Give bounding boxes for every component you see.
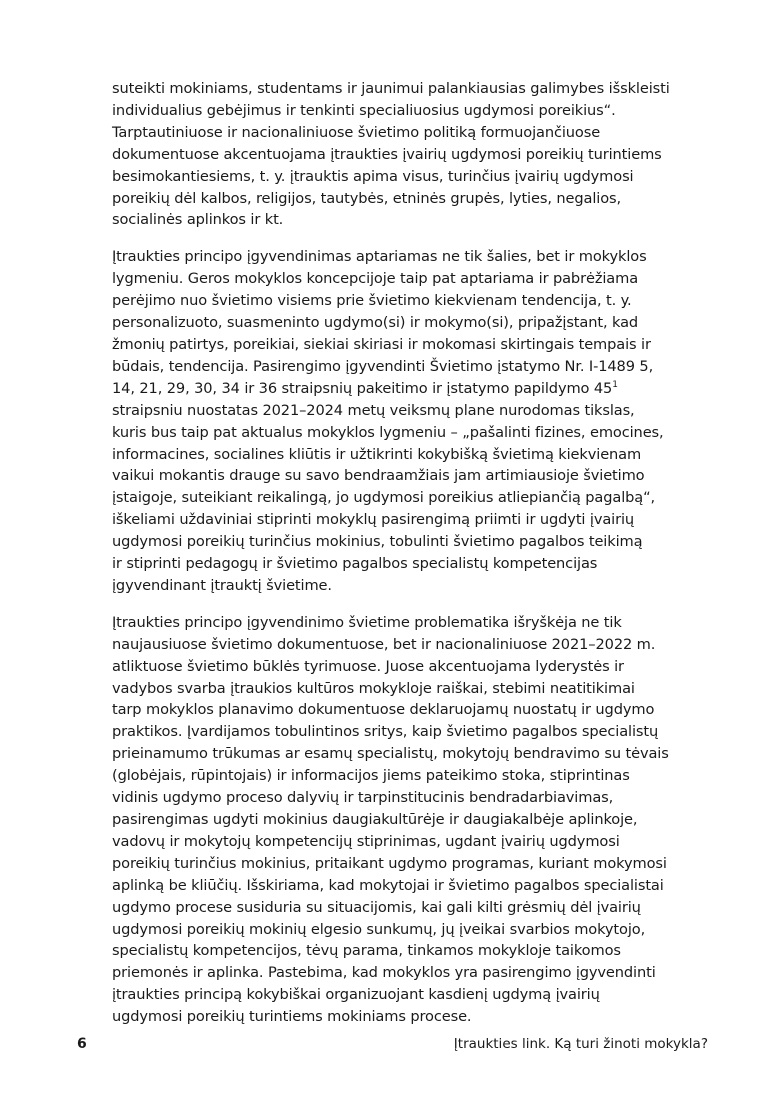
text-line: poreikių turinčius mokinius, pritaikant ugdymo programas, kuriant mokymosi <box>112 854 667 872</box>
text-line: ugdymo procese susiduria su situacijomis, kai gali kilti grėsmių dėl įvairių <box>112 898 641 916</box>
page-number: 6 <box>77 1036 87 1052</box>
text-line: Tarptautiniuose ir nacionaliniuose švietimo politiką formuojančiuose <box>112 123 601 141</box>
text-line: įtraukties principą kokybiškai organizuojant kasdienį ugdymą įvairių <box>112 986 600 1004</box>
text-line: iškeliami uždaviniai stiprinti mokyklų pasirengimą priimti ir ugdyti įvairių <box>112 511 635 529</box>
text-line: atliktuose švietimo būklės tyrimuose. Juose akcentuojama lyderystės ir <box>112 657 624 675</box>
text-line: ugdymosi poreikių turintiems mokiniams procese. <box>112 1008 472 1026</box>
text-line: socialinės aplinkos ir kt. <box>112 211 284 229</box>
text-line: praktikos. Įvardijamos tobulintinos sritys, kaip švietimo pagalbos specialistų <box>112 723 659 741</box>
text-line: specialistų kompetencijos, tėvų parama, tinkamos mokykloje taikomos <box>112 942 621 960</box>
text-line: perėjimo nuo švietimo visiems prie švietimo kiekvienam tendencija, t. y. <box>112 292 632 310</box>
paragraph-3 <box>112 612 712 1028</box>
text-line: ugdymosi poreikių mokinių elgesio sunkumų, jų įveikai svarbios mokytojo, <box>112 920 646 938</box>
text-line-with-footnote <box>112 378 712 400</box>
text-line: būdais, tendencija. Pasirengimo įgyvendinti Švietimo įstatymo Nr. I-1489 5, <box>112 357 654 375</box>
text-line: pasirengimas ugdyti mokinius daugiakultūrėje ir daugiakalbėje aplinkoje, <box>112 811 638 828</box>
text-line: suteikti mokiniams, studentams ir jaunimui palankiausias galimybes išskleisti <box>112 80 670 97</box>
footnote-marker: 1 <box>612 379 618 390</box>
text-line: (globėjais, rūpintojais) ir informacijos jiems pateikimo stoka, stiprintinas <box>112 767 630 785</box>
text-line: naujausiuose švietimo dokumentuose, bet ir nacionaliniuose 2021–2022 m. <box>112 635 656 653</box>
text-line: poreikių dėl kalbos, religijos, tautybės, etninės grupės, lyties, negalios, <box>112 189 621 207</box>
text-line: lygmeniu. Geros mokyklos koncepcijoje taip pat aptariama ir pabrėžiama <box>112 270 639 288</box>
text-line: prieinamumo trūkumas ar esamų specialistų, mokytojų bendravimo su tėvais <box>112 745 669 763</box>
text-line: dokumentuose akcentuojama įtraukties įvairių ugdymosi poreikių turintiems <box>112 145 662 163</box>
text-line: ir stiprinti pedagogų ir švietimo pagalbos specialistų kompetencijas <box>112 555 598 573</box>
text-line: personalizuoto, suasmeninto ugdymo(si) ir mokymo(si), pripažįstant, kad <box>112 314 639 332</box>
text-line: vaikui mokantis drauge su savo bendraamžiais jam artimiausioje švietimo <box>112 467 645 485</box>
text-line: Įtraukties principo įgyvendinimas aptariamas ne tik šalies, bet ir mokyklos <box>112 248 647 266</box>
text-line: ugdymosi poreikių turinčius mokinius, tobulinti švietimo pagalbos teikimą <box>112 533 643 551</box>
text-line: priemonės ir aplinka. Pastebima, kad mokyklos yra pasirengimo įgyvendinti <box>112 964 656 982</box>
text-line: vadybos svarba įtraukios kultūros mokykloje raiškai, stebimi neatitikimai <box>112 679 635 697</box>
text-line: vadovų ir mokytojų kompetencijų stiprinimas, ugdant įvairių ugdymosi <box>112 832 620 850</box>
text-line: aplinką be kliūčių. Išskiriama, kad mokytojai ir švietimo pagalbos specialistai <box>112 876 664 894</box>
text-line: įgyvendinant įtrauktį švietime. <box>112 576 332 594</box>
text-line: Įtraukties principo įgyvendinimo švietime problematika išryškėja ne tik <box>112 613 622 631</box>
running-footer-title: Įtraukties link. Ką turi žinoti mokykla? <box>453 1036 708 1052</box>
text-line: informacines, socialines kliūtis ir užtikrinti kokybišką švietimą kiekvienam <box>112 445 642 463</box>
text-line: kuris bus taip pat aktualus mokyklos lygmeniu – „pašalinti fizines, emocines, <box>112 423 664 441</box>
text-line: tarp mokyklos planavimo dokumentuose deklaruojamų nuostatų ir ugdymo <box>112 701 655 719</box>
text-line: straipsniu nuostatas 2021–2024 metų veiksmų plane nurodomas tikslas, <box>112 401 635 419</box>
text-line: individualius gebėjimus ir tenkinti specialiuosius ugdymosi poreikius“. <box>112 101 616 119</box>
text-line-content: 14, 21, 29, 30, 34 ir 36 straipsnių pakeitimo ir įstatymo papildymo 45 <box>112 379 613 397</box>
paragraph-2 <box>112 246 712 597</box>
text-line: žmonių patirtys, poreikiai, siekiai skiriasi ir mokomasi skirtingais tempais ir <box>112 335 651 353</box>
text-line: besimokantiesiems, t. y. įtrauktis apima visus, turinčius įvairių ugdymosi <box>112 167 634 185</box>
paragraph-1 <box>112 78 712 231</box>
text-line: vidinis ugdymo proceso dalyvių ir tarpinstitucinis bendradarbiavimas, <box>112 789 614 807</box>
document-body <box>112 78 712 1043</box>
text-line: įstaigoje, suteikiant reikalingą, jo ugdymosi poreikius atliepiančią pagalbą“, <box>112 489 656 507</box>
